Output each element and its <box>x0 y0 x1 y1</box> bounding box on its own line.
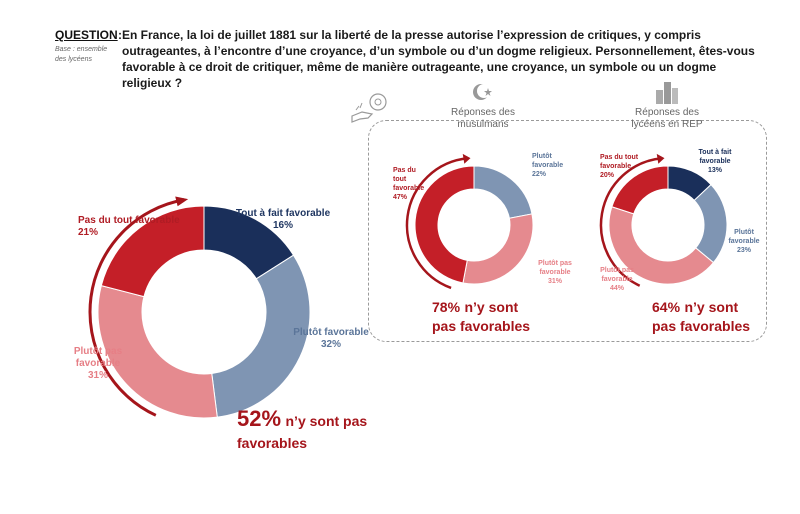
mus-summary-text: n’y sont <box>464 299 519 315</box>
rep-label-tout-a-fait-name: Tout à fait favorable <box>698 149 732 165</box>
main-label-plutot-favorable <box>290 327 372 351</box>
mus-arrow-head <box>463 154 471 164</box>
main-arrow-head <box>175 197 188 207</box>
rep-label-pas-du-tout-name: Pas du tout favorable <box>600 154 639 170</box>
mus-slice-plutot-pas <box>463 214 533 284</box>
rep-label-plutot-pas-name: Plutôt pas favorable <box>600 267 634 283</box>
main-label-plutot-pas-name: Plutôt pas favorable <box>73 346 123 369</box>
question-label: QUESTION <box>55 28 118 42</box>
main-label-tout-a-fait <box>228 208 338 232</box>
rep-summary <box>652 298 762 335</box>
mus-label-pas-du-tout-name: Pas du tout favorable <box>393 167 425 192</box>
main-summary <box>237 406 377 454</box>
main-label-tout-a-fait-value: 16% <box>272 220 293 231</box>
rep-label-plutot-pas-value: 44% <box>609 285 624 292</box>
rep-label-plutot-favorable-name: Plutôt favorable <box>728 229 760 245</box>
main-summary-number: 52% <box>237 406 282 431</box>
mus-label-plutot-favorable <box>532 152 572 179</box>
mus-label-plutot-pas-name: Plutôt pas favorable <box>538 260 572 276</box>
rep-label-plutot-favorable <box>726 228 762 255</box>
mus-label-pas-du-tout-value: 47% <box>393 194 408 201</box>
panel-title-rep: Réponses des lycéens en REP <box>631 107 703 130</box>
mus-label-plutot-favorable-name: Plutôt favorable <box>532 153 564 169</box>
rep-summary-text2: pas favorables <box>652 318 751 334</box>
main-label-plutot-pas-value: 31% <box>87 370 108 381</box>
mus-summary-text2: pas favorables <box>432 318 531 334</box>
rep-summary-number: 64% <box>652 299 681 315</box>
rep-label-pas-du-tout <box>600 153 642 180</box>
main-label-tout-a-fait-name: Tout à fait favorable <box>235 208 331 219</box>
main-label-pas-du-tout <box>78 215 180 239</box>
rep-arrow-head <box>657 154 665 164</box>
mus-summary <box>432 298 552 335</box>
rep-label-plutot-favorable-value: 23% <box>736 247 751 254</box>
rep-label-plutot-pas <box>594 266 640 293</box>
question-text: En France, la loi de juillet 1881 sur la liberté de la presse autorise l’expression de critiques, y compris outrageantes, à l’encontre d’une croyance, d’un symbole ou d’un dogme religieux. Personnellement, êtes-vous favorable à ce droit de critiquer, même de manière outrageante, une croyance, un symbole ou un dogme religieux ? <box>122 28 755 90</box>
main-summary-text: n’y sont pas <box>285 413 368 429</box>
question-colon: : <box>118 28 122 42</box>
main-label-plutot-pas <box>62 346 134 382</box>
main-label-pas-du-tout-name: Pas du tout favorable <box>78 215 180 226</box>
mus-label-pas-du-tout <box>393 166 431 202</box>
panel-title-musulmans: Réponses des musulmans <box>451 107 515 130</box>
rep-label-tout-a-fait-value: 13% <box>707 167 722 174</box>
main-label-plutot-favorable-name: Plutôt favorable <box>293 327 369 338</box>
rep-label-tout-a-fait <box>688 148 742 175</box>
main-summary-text2: favorables <box>237 435 308 451</box>
main-label-pas-du-tout-value: 21% <box>78 227 99 238</box>
mus-label-plutot-pas-value: 31% <box>547 278 562 285</box>
main-label-plutot-favorable-value: 32% <box>320 339 341 350</box>
mus-label-plutot-favorable-value: 22% <box>532 171 547 178</box>
rep-summary-text: n’y sont <box>684 299 739 315</box>
mus-slice-plutot-favorable <box>474 166 532 218</box>
rep-label-pas-du-tout-value: 20% <box>600 172 615 179</box>
mus-label-plutot-pas <box>530 259 580 286</box>
base-note: Base : ensemble des lycéens <box>55 46 108 63</box>
mus-summary-number: 78% <box>432 299 461 315</box>
